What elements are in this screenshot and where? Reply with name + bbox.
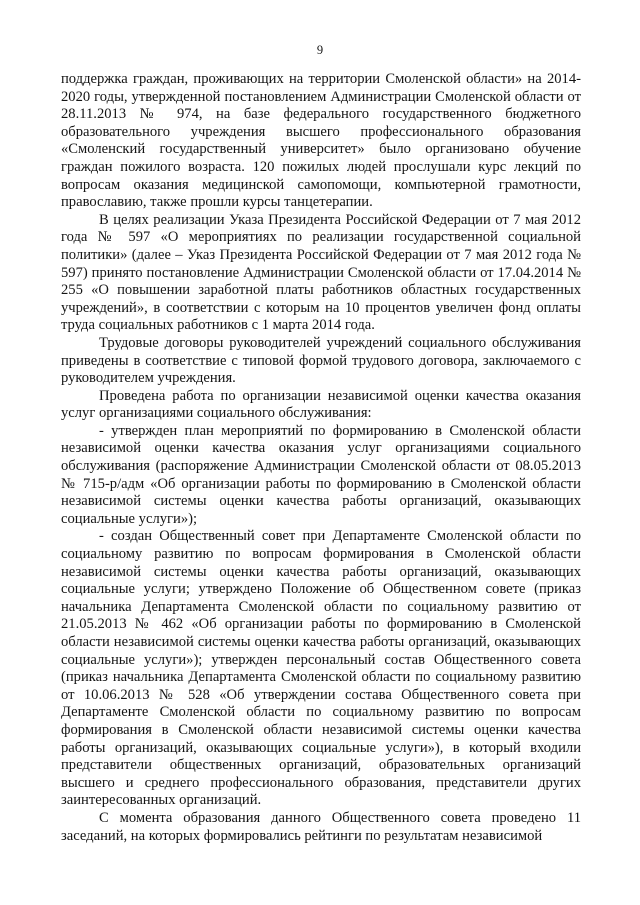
list-item-action-plan: - утвержден план мероприятий по формированию в Смоленской области независимой оценки качества оказания услуг организациями социального обслуживания (распоряжение Администрации Смоленской области от 08.05.2013 № 715-р/адм «Об организации работы по формированию в Смоленской области независимой системы оценки качества работы организаций, оказывающих социальные услуги»); xyxy=(61,422,581,527)
paragraph-council-meetings: С момента образования данного Общественного совета проведено 11 заседаний, на которых формировались рейтинги по результатам независимой xyxy=(61,809,581,844)
paragraph-labor-contracts: Трудовые договоры руководителей учреждений социального обслуживания приведены в соответствие с типовой формой трудового договора, заключаемого с руководителем учреждения. xyxy=(61,334,581,387)
paragraph-continuation: поддержка граждан, проживающих на территории Смоленской области» на 2014-2020 годы, утвержденной постановлением Администрации Смоленской области от 28.11.2013 № 974, на базе федерального государственного бюджетного образовательного учреждения высшего профессионального образования «Смоленский государственный университет» было организовано обучение граждан пожилого возраста. 120 пожилых людей прослушали курс лекций по вопросам оказания медицинской самопомощи, компьютерной грамотности, православию, также прошли курсы танцетерапии. xyxy=(61,71,581,211)
paragraph-presidential-decree: В целях реализации Указа Президента Российской Федерации от 7 мая 2012 года № 597 «О мероприятиях по реализации государственной социальной политики» (далее – Указ Президента Российской Федерации от 7 мая 2012 года № 597) принято постановление Администрации Смоленской области от 17.04.2014 № 255 «О повышении заработной платы работников областных государственных учреждений», в соответствии с которым на 10 процентов увеличен фонд оплаты труда социальных работников с 1 марта 2014 года. xyxy=(61,211,581,334)
page-number: 9 xyxy=(316,43,324,57)
paragraph-independent-assessment: Проведена работа по организации независимой оценки качества оказания услуг организациями социального обслуживания: xyxy=(61,387,581,422)
document-body xyxy=(61,71,581,845)
list-item-public-council: - создан Общественный совет при Департаменте Смоленской области по социальному развитию по вопросам формирования в Смоленской области независимой системы оценки качества работы организаций, оказывающих социальные услуги; утверждено Положение об Общественном совете (приказ начальника Департамента Смоленской области по социальному развитию от 21.05.2013 № 462 «Об организации работы по формированию в Смоленской области независимой системы оценки качества работы организаций, оказывающих социальные услуги»); утвержден персональный состав Общественного совета (приказ начальника Департамента Смоленской области по социальному развитию от 10.06.2013 № 528 «Об утверждении состава Общественного совета при Департаменте Смоленской области по социальному развитию по вопросам формирования в Смоленской области независимой системы оценки качества работы организаций, оказывающих социальные услуги»), в который входили представители общественных организаций, образовательных организаций высшего и среднего профессионального образования, представители других заинтересованных организаций. xyxy=(61,528,581,809)
